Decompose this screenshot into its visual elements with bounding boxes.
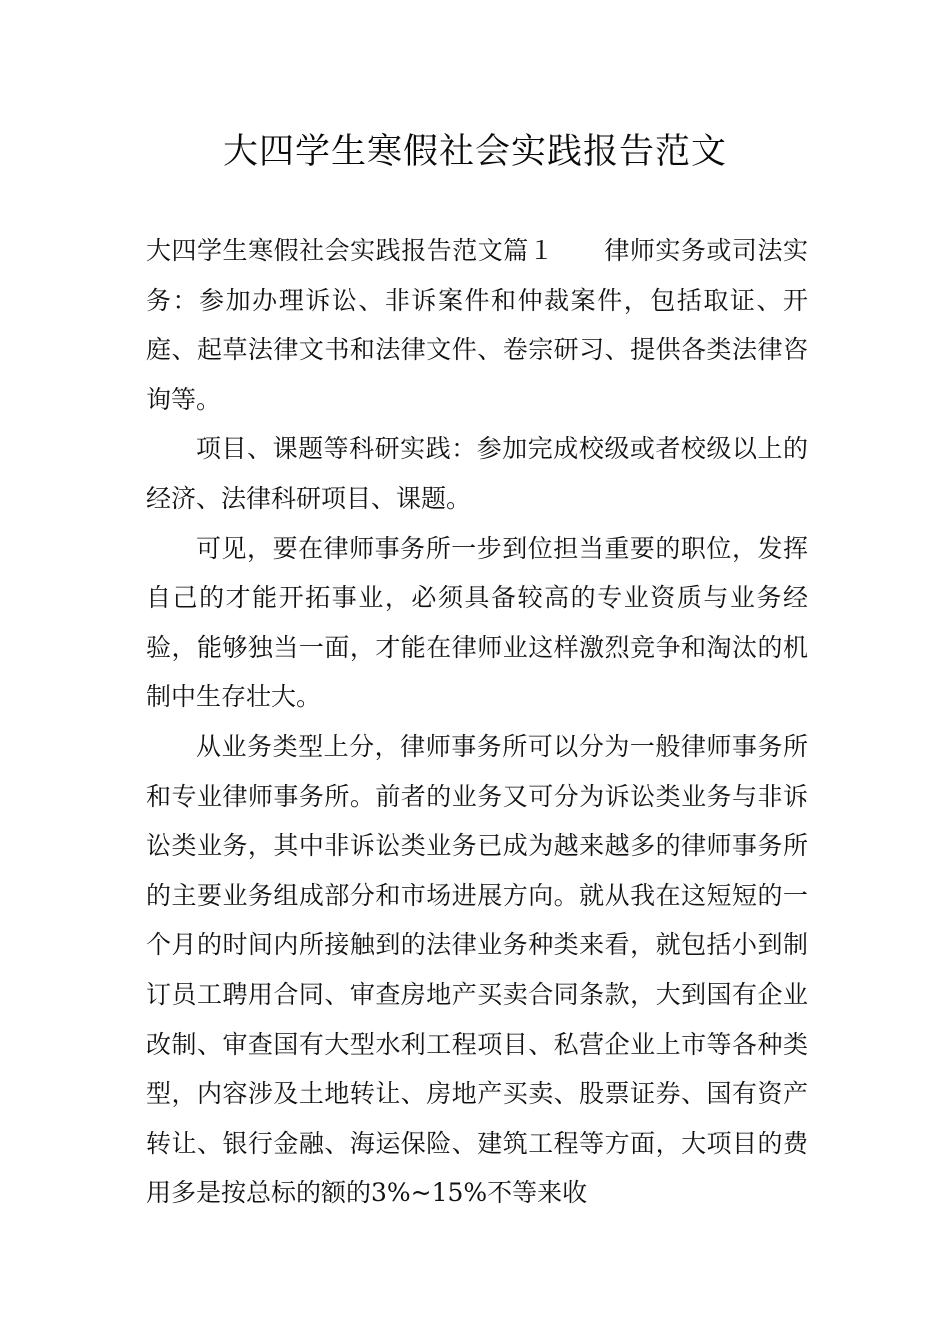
- paragraph-2: 项目、课题等科研实践：参加完成校级或者校级以上的经济、法律科研项目、课题。: [146, 434, 808, 513]
- paragraph-4: 从业务类型上分，律师事务所可以分为一般律师事务所和专业律师事务所。前者的业务又可分为诉讼类业务与非诉讼类业务，其中非诉讼类业务已成为越来越多的律师事务所的主要业务组成部分和市场进展方向。就从我在这短短的一个月的时间内所接触到的法律业务种类来看，就包括小到制订员工聘用合同、审查房地产买卖合同条款，大到国有企业改制、审查国有大型水利工程项目、私营企业上市等各种类型，内容涉及土地转让、房地产买卖、股票证券、国有资产转让、银行金融、海运保险、建筑工程等方面，大项目的费用多是按总标的额的3%~15%不等来收: [146, 731, 808, 1208]
- document-body: [146, 226, 808, 1218]
- document-title: 大四学生寒假社会实践报告范文: [222, 132, 727, 172]
- paragraph-1: [146, 226, 808, 424]
- paragraph-1-text: 律师实务或司法实务：参加办理诉讼、非诉案件和仲裁案件，包括取证、开庭、起草法律文书和法律文件、卷宗研习、提供各类法律咨询等。: [146, 236, 808, 414]
- section-heading: 大四学生寒假社会实践报告范文篇１: [146, 236, 555, 265]
- paragraph-3: 可见，要在律师事务所一步到位担当重要的职位，发挥自己的才能开拓事业，必须具备较高的专业资质与业务经验，能够独当一面，才能在律师业这样激烈竞争和淘汰的机制中生存壮大。: [146, 533, 808, 712]
